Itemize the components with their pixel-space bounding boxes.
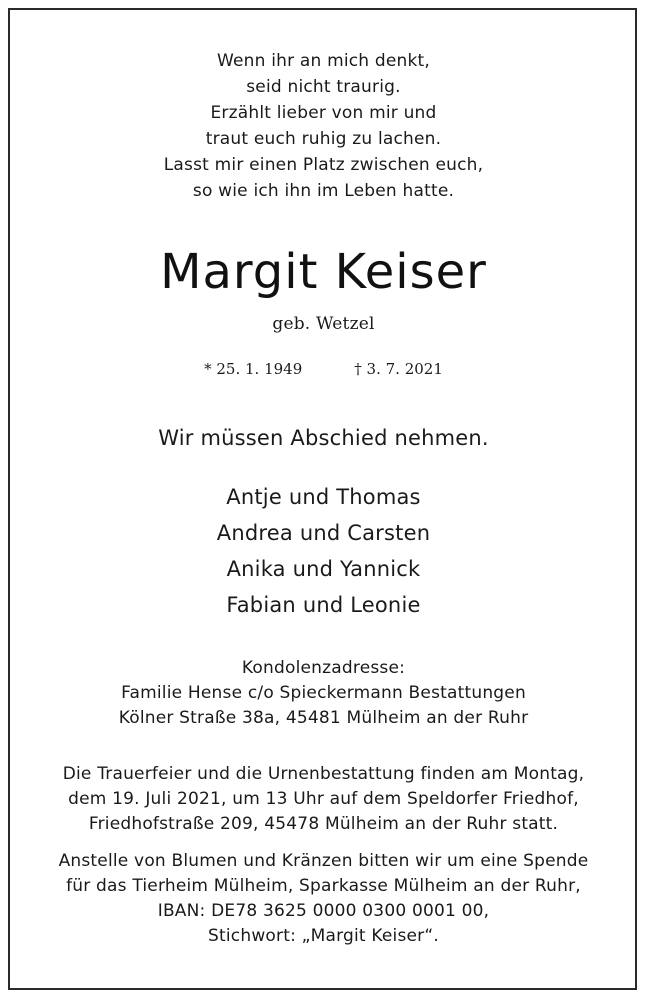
funeral-info-line: Friedhofstraße 209, 45478 Mülheim an der Ruhr statt. xyxy=(88,814,559,834)
poem-line: Wenn ihr an mich denkt, xyxy=(216,51,431,71)
condolence-line: Familie Hense c/o Spieckermann Bestattungen xyxy=(121,683,526,703)
deceased-name: Margit Keiser xyxy=(160,244,487,300)
death-date: † 3. 7. 2021 xyxy=(354,360,443,378)
mourner-line: Anika und Yannick xyxy=(226,557,421,581)
donation-line: Stichwort: „Margit Keiser“. xyxy=(208,926,439,946)
birth-date: * 25. 1. 1949 xyxy=(204,360,303,378)
mourner-line: Fabian und Leonie xyxy=(226,593,421,617)
life-dates xyxy=(0,360,647,378)
poem-line: traut euch ruhig zu lachen. xyxy=(205,129,442,149)
mourner-line: Andrea und Carsten xyxy=(216,521,431,545)
farewell-intro: Wir müssen Abschied nehmen. xyxy=(158,426,489,450)
poem-line: so wie ich ihn im Leben hatte. xyxy=(192,181,455,201)
condolence-label: Kondolenzadresse: xyxy=(241,658,406,678)
funeral-info-line: Die Trauerfeier und die Urnenbestattung finden am Montag, xyxy=(62,764,585,784)
funeral-info-line: dem 19. Juli 2021, um 13 Uhr auf dem Speldorfer Friedhof, xyxy=(68,789,579,809)
donation-line: IBAN: DE78 3625 0000 0300 0001 00, xyxy=(157,901,490,921)
mourner-line: Antje und Thomas xyxy=(226,485,421,509)
poem-line: seid nicht traurig. xyxy=(246,77,401,97)
poem-line: Lasst mir einen Platz zwischen euch, xyxy=(163,155,484,175)
poem-line: Erzählt lieber von mir und xyxy=(210,103,437,123)
condolence-line: Kölner Straße 38a, 45481 Mülheim an der Ruhr xyxy=(118,708,529,728)
birth-name: geb. Wetzel xyxy=(272,314,375,334)
donation-line: für das Tierheim Mülheim, Sparkasse Mülheim an der Ruhr, xyxy=(66,876,581,896)
donation-line: Anstelle von Blumen und Kränzen bitten wir um eine Spende xyxy=(58,851,589,871)
